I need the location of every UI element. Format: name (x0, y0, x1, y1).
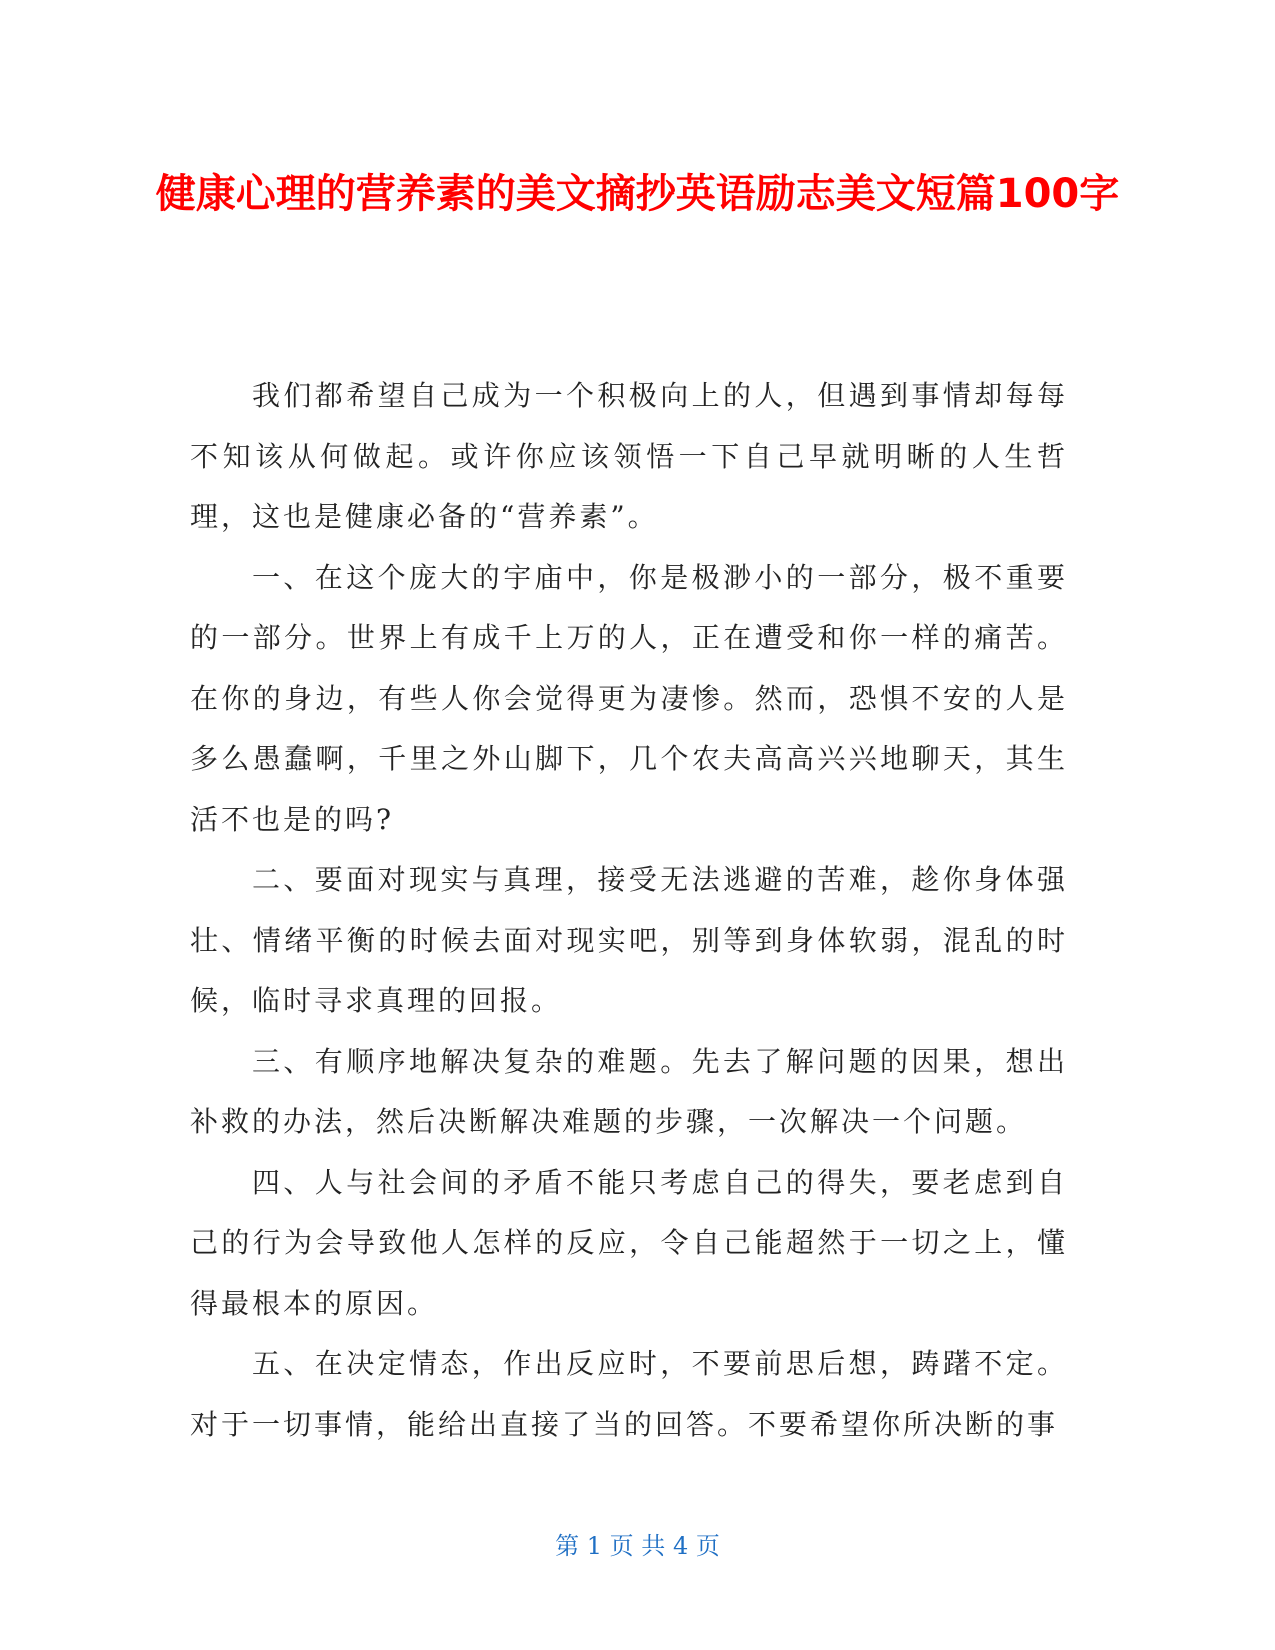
page-number-label: 第 1 页 共 4 页 (555, 1532, 720, 1560)
document-body (190, 366, 1068, 1455)
document-title: 健康心理的营养素的美文摘抄英语励志美文短篇100字 (155, 171, 1120, 217)
paragraph-2: 二、要面对现实与真理，接受无法逃避的苦难，趁你身体强壮、情绪平衡的时候去面对现实吧，别等到身体软弱，混乱的时候，临时寻求真理的回报。 (190, 863, 1068, 1017)
paragraph-4: 四、人与社会间的矛盾不能只考虑自己的得失，要老虑到自己的行为会导致他人怎样的反应，令自己能超然于一切之上，懂得最根本的原因。 (190, 1165, 1068, 1320)
paragraph-intro: 我们都希望自己成为一个积极向上的人，但遇到事情却每每不知该从何做起。或许你应该领悟一下自己早就明晰的人生哲理，这也是健康必备的“营养素”。 (190, 379, 1068, 533)
paragraph-1: 一、在这个庞大的宇庙中，你是极渺小的一部分，极不重要的一部分。世界上有成千上万的人，正在遭受和你一样的痛苦。在你的身边，有些人你会觉得更为凄惨。然而，恐惧不安的人是多么愚蠢啊，千里之外山脚下，几个农夫高高兴兴地聊天，其生活不也是的吗? (190, 560, 1068, 836)
paragraph-3: 三、有顺序地解决复杂的难题。先去了解问题的因果，想出补救的办法，然后决断解决难题的步骤，一次解决一个问题。 (190, 1044, 1068, 1138)
paragraph-5: 五、在决定情态，作出反应时，不要前思后想，踌躇不定。对于一切事情，能给出直接了当的回答。不要希望你所决断的事 (190, 1347, 1068, 1441)
page-footer (0, 1530, 1275, 1562)
